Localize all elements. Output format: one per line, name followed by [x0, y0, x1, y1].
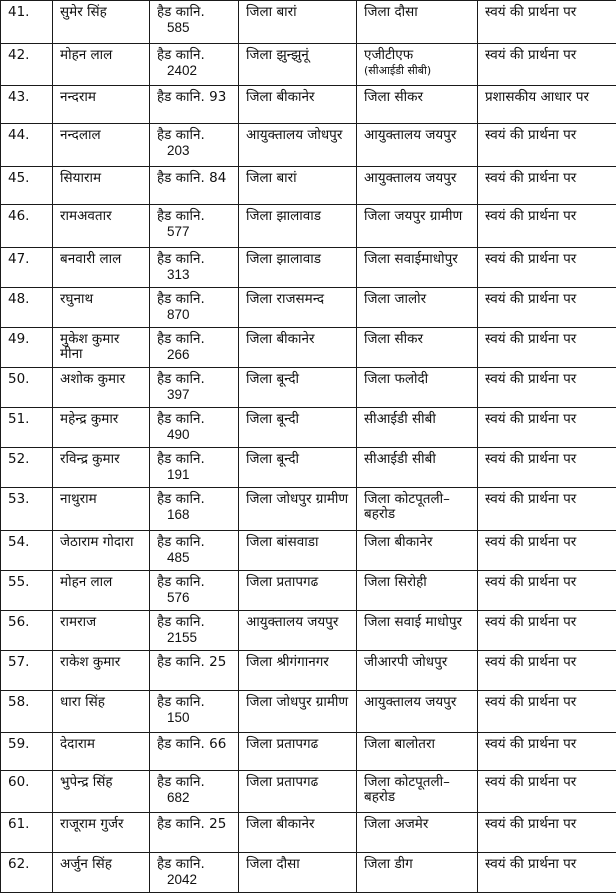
rank-cell [150, 448, 239, 488]
current-posting-cell: जिला जोधपुर ग्रामीण [239, 488, 357, 531]
rank-label: हैड कानि. [157, 208, 205, 224]
employee-name-cell: सुमेर सिंह [53, 1, 150, 44]
rank-cell [150, 248, 239, 288]
badge-number: 490 [157, 427, 232, 442]
new-posting-cell [357, 448, 478, 488]
rank-label: हैड कानि. [157, 411, 205, 427]
serial-number-cell: 47. [1, 248, 53, 288]
table-row [1, 733, 616, 771]
badge-number: 203 [157, 143, 232, 158]
table-row [1, 691, 616, 733]
employee-name-cell: मुकेश कुमार मीना [53, 328, 150, 368]
employee-name-cell: अर्जुन सिंह [53, 853, 150, 893]
serial-number-cell: 42. [1, 44, 53, 86]
badge-number: 25 [209, 816, 226, 832]
employee-name-cell: बनवारी लाल [53, 248, 150, 288]
rank-label: हैड कानि. [157, 47, 205, 63]
rank-cell [150, 853, 239, 893]
employee-name-cell: मोहन लाल [53, 44, 150, 86]
new-posting-cell [357, 1, 478, 44]
employee-name-cell: सियाराम [53, 167, 150, 205]
rank-label: हैड कानि. [157, 736, 205, 752]
table-row [1, 1, 616, 44]
badge-number: 682 [157, 790, 232, 805]
current-posting-cell: जिला झुन्झुनूं [239, 44, 357, 86]
badge-number: 84 [209, 170, 226, 186]
rank-label: हैड कानि. [157, 251, 205, 267]
table-row [1, 448, 616, 488]
current-posting-cell: जिला बून्दी [239, 368, 357, 408]
new-posting-cell [357, 531, 478, 571]
table-row [1, 853, 616, 893]
rank-cell [150, 771, 239, 813]
employee-name-cell: मोहन लाल [53, 571, 150, 611]
transfer-table-body [1, 1, 616, 893]
transfer-reason-cell: स्वयं की प्रार्थना पर [478, 44, 616, 86]
new-posting-cell [357, 44, 478, 86]
serial-number-cell: 52. [1, 448, 53, 488]
rank-label: हैड कानि. [157, 451, 205, 467]
new-posting-cell [357, 408, 478, 448]
rank-label: हैड कानि. [157, 574, 205, 590]
new-posting-label: सीआईडी सीबी [364, 412, 471, 427]
new-posting-label: जिला अजमेर [364, 817, 471, 832]
badge-number: 168 [157, 507, 232, 522]
employee-name-cell: नाथुराम [53, 488, 150, 531]
transfer-reason-cell: स्वयं की प्रार्थना पर [478, 248, 616, 288]
serial-number-cell: 41. [1, 1, 53, 44]
serial-number-cell: 45. [1, 167, 53, 205]
transfer-reason-cell: स्वयं की प्रार्थना पर [478, 853, 616, 893]
current-posting-cell: जिला झालावाड [239, 248, 357, 288]
new-posting-label: जिला दौसा [364, 5, 471, 20]
new-posting-sublabel: (सीआईडी सीबी) [364, 63, 471, 78]
new-posting-cell [357, 813, 478, 853]
employee-name-cell: जेठाराम गोदारा [53, 531, 150, 571]
new-posting-cell [357, 651, 478, 691]
new-posting-cell [357, 853, 478, 893]
table-row [1, 167, 616, 205]
current-posting-cell: जिला दौसा [239, 853, 357, 893]
transfer-reason-cell: स्वयं की प्रार्थना पर [478, 691, 616, 733]
table-row [1, 248, 616, 288]
transfer-reason-cell: स्वयं की प्रार्थना पर [478, 531, 616, 571]
serial-number-cell: 43. [1, 86, 53, 124]
current-posting-cell: जिला प्रतापगढ [239, 733, 357, 771]
transfer-reason-cell: स्वयं की प्रार्थना पर [478, 448, 616, 488]
table-row [1, 368, 616, 408]
table-row [1, 44, 616, 86]
table-row [1, 205, 616, 248]
new-posting-label: जिला डीग [364, 857, 471, 872]
new-posting-cell [357, 733, 478, 771]
new-posting-cell [357, 328, 478, 368]
table-row [1, 124, 616, 167]
new-posting-label: जिला कोटपूतली–बहरोड [364, 492, 471, 522]
current-posting-cell: जिला बीकानेर [239, 328, 357, 368]
rank-label: हैड कानि. [157, 170, 205, 186]
transfer-reason-cell: स्वयं की प्रार्थना पर [478, 571, 616, 611]
employee-name-cell: अशोक कुमार [53, 368, 150, 408]
transfer-reason-cell: स्वयं की प्रार्थना पर [478, 651, 616, 691]
employee-name-cell: रामअवतार [53, 205, 150, 248]
current-posting-cell: जिला बारां [239, 1, 357, 44]
badge-number: 66 [209, 736, 226, 752]
serial-number-cell: 48. [1, 288, 53, 328]
rank-label: हैड कानि. [157, 654, 205, 670]
rank-label: हैड कानि. [157, 694, 205, 710]
transfer-reason-cell: स्वयं की प्रार्थना पर [478, 611, 616, 651]
new-posting-cell [357, 488, 478, 531]
rank-label: हैड कानि. [157, 4, 205, 20]
table-row [1, 813, 616, 853]
rank-cell [150, 167, 239, 205]
rank-label: हैड कानि. [157, 534, 205, 550]
rank-label: हैड कानि. [157, 371, 205, 387]
badge-number: 577 [157, 224, 232, 239]
rank-cell [150, 531, 239, 571]
employee-name-cell: भुपेन्द्र सिंह [53, 771, 150, 813]
serial-number-cell: 58. [1, 691, 53, 733]
rank-cell [150, 733, 239, 771]
new-posting-cell [357, 124, 478, 167]
rank-cell [150, 691, 239, 733]
serial-number-cell: 55. [1, 571, 53, 611]
transfer-reason-cell: स्वयं की प्रार्थना पर [478, 813, 616, 853]
current-posting-cell: जिला राजसमन्द [239, 288, 357, 328]
employee-name-cell: देदाराम [53, 733, 150, 771]
table-row [1, 288, 616, 328]
employee-name-cell: राकेश कुमार [53, 651, 150, 691]
new-posting-cell [357, 167, 478, 205]
rank-cell [150, 328, 239, 368]
current-posting-cell: आयुक्तालय जोधपुर [239, 124, 357, 167]
new-posting-label: जिला सवाई माधोपुर [364, 615, 471, 630]
transfer-reason-cell: स्वयं की प्रार्थना पर [478, 408, 616, 448]
new-posting-label: आयुक्तालय जयपुर [364, 128, 471, 143]
rank-label: हैड कानि. [157, 291, 205, 307]
badge-number: 313 [157, 267, 232, 282]
table-row [1, 86, 616, 124]
serial-number-cell: 44. [1, 124, 53, 167]
table-row [1, 651, 616, 691]
rank-label: हैड कानि. [157, 614, 205, 630]
new-posting-label: सीआईडी सीबी [364, 452, 471, 467]
employee-name-cell: रविन्द्र कुमार [53, 448, 150, 488]
new-posting-label: आयुक्तालय जयपुर [364, 171, 471, 186]
transfer-reason-cell: स्वयं की प्रार्थना पर [478, 205, 616, 248]
serial-number-cell: 62. [1, 853, 53, 893]
current-posting-cell: जिला प्रतापगढ [239, 771, 357, 813]
current-posting-cell: आयुक्तालय जयपुर [239, 611, 357, 651]
rank-label: हैड कानि. [157, 127, 205, 143]
employee-name-cell: नन्दराम [53, 86, 150, 124]
rank-label: हैड कानि. [157, 491, 205, 507]
badge-number: 2042 [157, 872, 232, 887]
employee-name-cell: धारा सिंह [53, 691, 150, 733]
rank-cell [150, 44, 239, 86]
new-posting-cell [357, 571, 478, 611]
new-posting-cell [357, 248, 478, 288]
serial-number-cell: 49. [1, 328, 53, 368]
new-posting-label: आयुक्तालय जयपुर [364, 695, 471, 710]
transfer-reason-cell: स्वयं की प्रार्थना पर [478, 368, 616, 408]
new-posting-label: एजीटीएफ [364, 48, 471, 63]
serial-number-cell: 56. [1, 611, 53, 651]
badge-number: 485 [157, 550, 232, 565]
rank-cell [150, 205, 239, 248]
rank-cell [150, 288, 239, 328]
rank-cell [150, 488, 239, 531]
table-row [1, 531, 616, 571]
transfer-reason-cell: स्वयं की प्रार्थना पर [478, 124, 616, 167]
new-posting-label: जिला बीकानेर [364, 535, 471, 550]
badge-number: 150 [157, 710, 232, 725]
serial-number-cell: 50. [1, 368, 53, 408]
current-posting-cell: जिला बीकानेर [239, 86, 357, 124]
serial-number-cell: 46. [1, 205, 53, 248]
serial-number-cell: 61. [1, 813, 53, 853]
new-posting-label: जिला सीकर [364, 332, 471, 347]
new-posting-cell [357, 771, 478, 813]
new-posting-label: जिला जालोर [364, 292, 471, 307]
table-row [1, 328, 616, 368]
transfer-reason-cell: स्वयं की प्रार्थना पर [478, 771, 616, 813]
rank-cell [150, 86, 239, 124]
current-posting-cell: जिला बीकानेर [239, 813, 357, 853]
table-row [1, 408, 616, 448]
badge-number: 2155 [157, 630, 232, 645]
current-posting-cell: जिला झालावाड [239, 205, 357, 248]
new-posting-label: जीआरपी जोधपुर [364, 655, 471, 670]
serial-number-cell: 60. [1, 771, 53, 813]
badge-number: 870 [157, 307, 232, 322]
serial-number-cell: 54. [1, 531, 53, 571]
employee-name-cell: रघुनाथ [53, 288, 150, 328]
current-posting-cell: जिला जोधपुर ग्रामीण [239, 691, 357, 733]
transfer-reason-cell: स्वयं की प्रार्थना पर [478, 733, 616, 771]
serial-number-cell: 59. [1, 733, 53, 771]
rank-label: हैड कानि. [157, 774, 205, 790]
employee-name-cell: महेन्द्र कुमार [53, 408, 150, 448]
transfer-reason-cell: स्वयं की प्रार्थना पर [478, 1, 616, 44]
rank-cell [150, 571, 239, 611]
new-posting-cell [357, 205, 478, 248]
table-row [1, 771, 616, 813]
serial-number-cell: 57. [1, 651, 53, 691]
new-posting-label: जिला सीकर [364, 90, 471, 105]
transfer-reason-cell: स्वयं की प्रार्थना पर [478, 488, 616, 531]
serial-number-cell: 53. [1, 488, 53, 531]
transfer-reason-cell: स्वयं की प्रार्थना पर [478, 288, 616, 328]
badge-number: 25 [209, 654, 226, 670]
badge-number: 397 [157, 387, 232, 402]
rank-label: हैड कानि. [157, 856, 205, 872]
rank-cell [150, 611, 239, 651]
current-posting-cell: जिला श्रीगंगानगर [239, 651, 357, 691]
rank-cell [150, 1, 239, 44]
new-posting-label: जिला बालोतरा [364, 737, 471, 752]
new-posting-label: जिला जयपुर ग्रामीण [364, 209, 471, 224]
employee-name-cell: नन्दलाल [53, 124, 150, 167]
transfer-reason-cell: प्रशासकीय आधार पर [478, 86, 616, 124]
rank-cell [150, 408, 239, 448]
rank-cell [150, 813, 239, 853]
new-posting-cell [357, 86, 478, 124]
new-posting-cell [357, 611, 478, 651]
table-row [1, 611, 616, 651]
badge-number: 576 [157, 590, 232, 605]
employee-name-cell: राजूराम गुर्जर [53, 813, 150, 853]
new-posting-cell [357, 691, 478, 733]
current-posting-cell: जिला बून्दी [239, 448, 357, 488]
table-row [1, 571, 616, 611]
new-posting-cell [357, 288, 478, 328]
current-posting-cell: जिला बून्दी [239, 408, 357, 448]
rank-label: हैड कानि. [157, 89, 205, 105]
current-posting-cell: जिला बारां [239, 167, 357, 205]
rank-cell [150, 124, 239, 167]
badge-number: 191 [157, 467, 232, 482]
rank-cell [150, 368, 239, 408]
current-posting-cell: जिला बांसवाडा [239, 531, 357, 571]
rank-cell [150, 651, 239, 691]
badge-number: 2402 [157, 63, 232, 78]
badge-number: 585 [157, 20, 232, 35]
serial-number-cell: 51. [1, 408, 53, 448]
badge-number: 266 [157, 347, 232, 362]
new-posting-label: जिला कोटपूतली–बहरोड [364, 775, 471, 805]
new-posting-label: जिला सवाईमाधोपुर [364, 252, 471, 267]
new-posting-label: जिला फलोदी [364, 372, 471, 387]
rank-label: हैड कानि. [157, 816, 205, 832]
transfer-reason-cell: स्वयं की प्रार्थना पर [478, 328, 616, 368]
new-posting-cell [357, 368, 478, 408]
transfer-reason-cell: स्वयं की प्रार्थना पर [478, 167, 616, 205]
current-posting-cell: जिला प्रतापगढ [239, 571, 357, 611]
badge-number: 93 [209, 89, 226, 105]
table-row [1, 488, 616, 531]
new-posting-label: जिला सिरोही [364, 575, 471, 590]
rank-label: हैड कानि. [157, 331, 205, 347]
employee-name-cell: रामराज [53, 611, 150, 651]
